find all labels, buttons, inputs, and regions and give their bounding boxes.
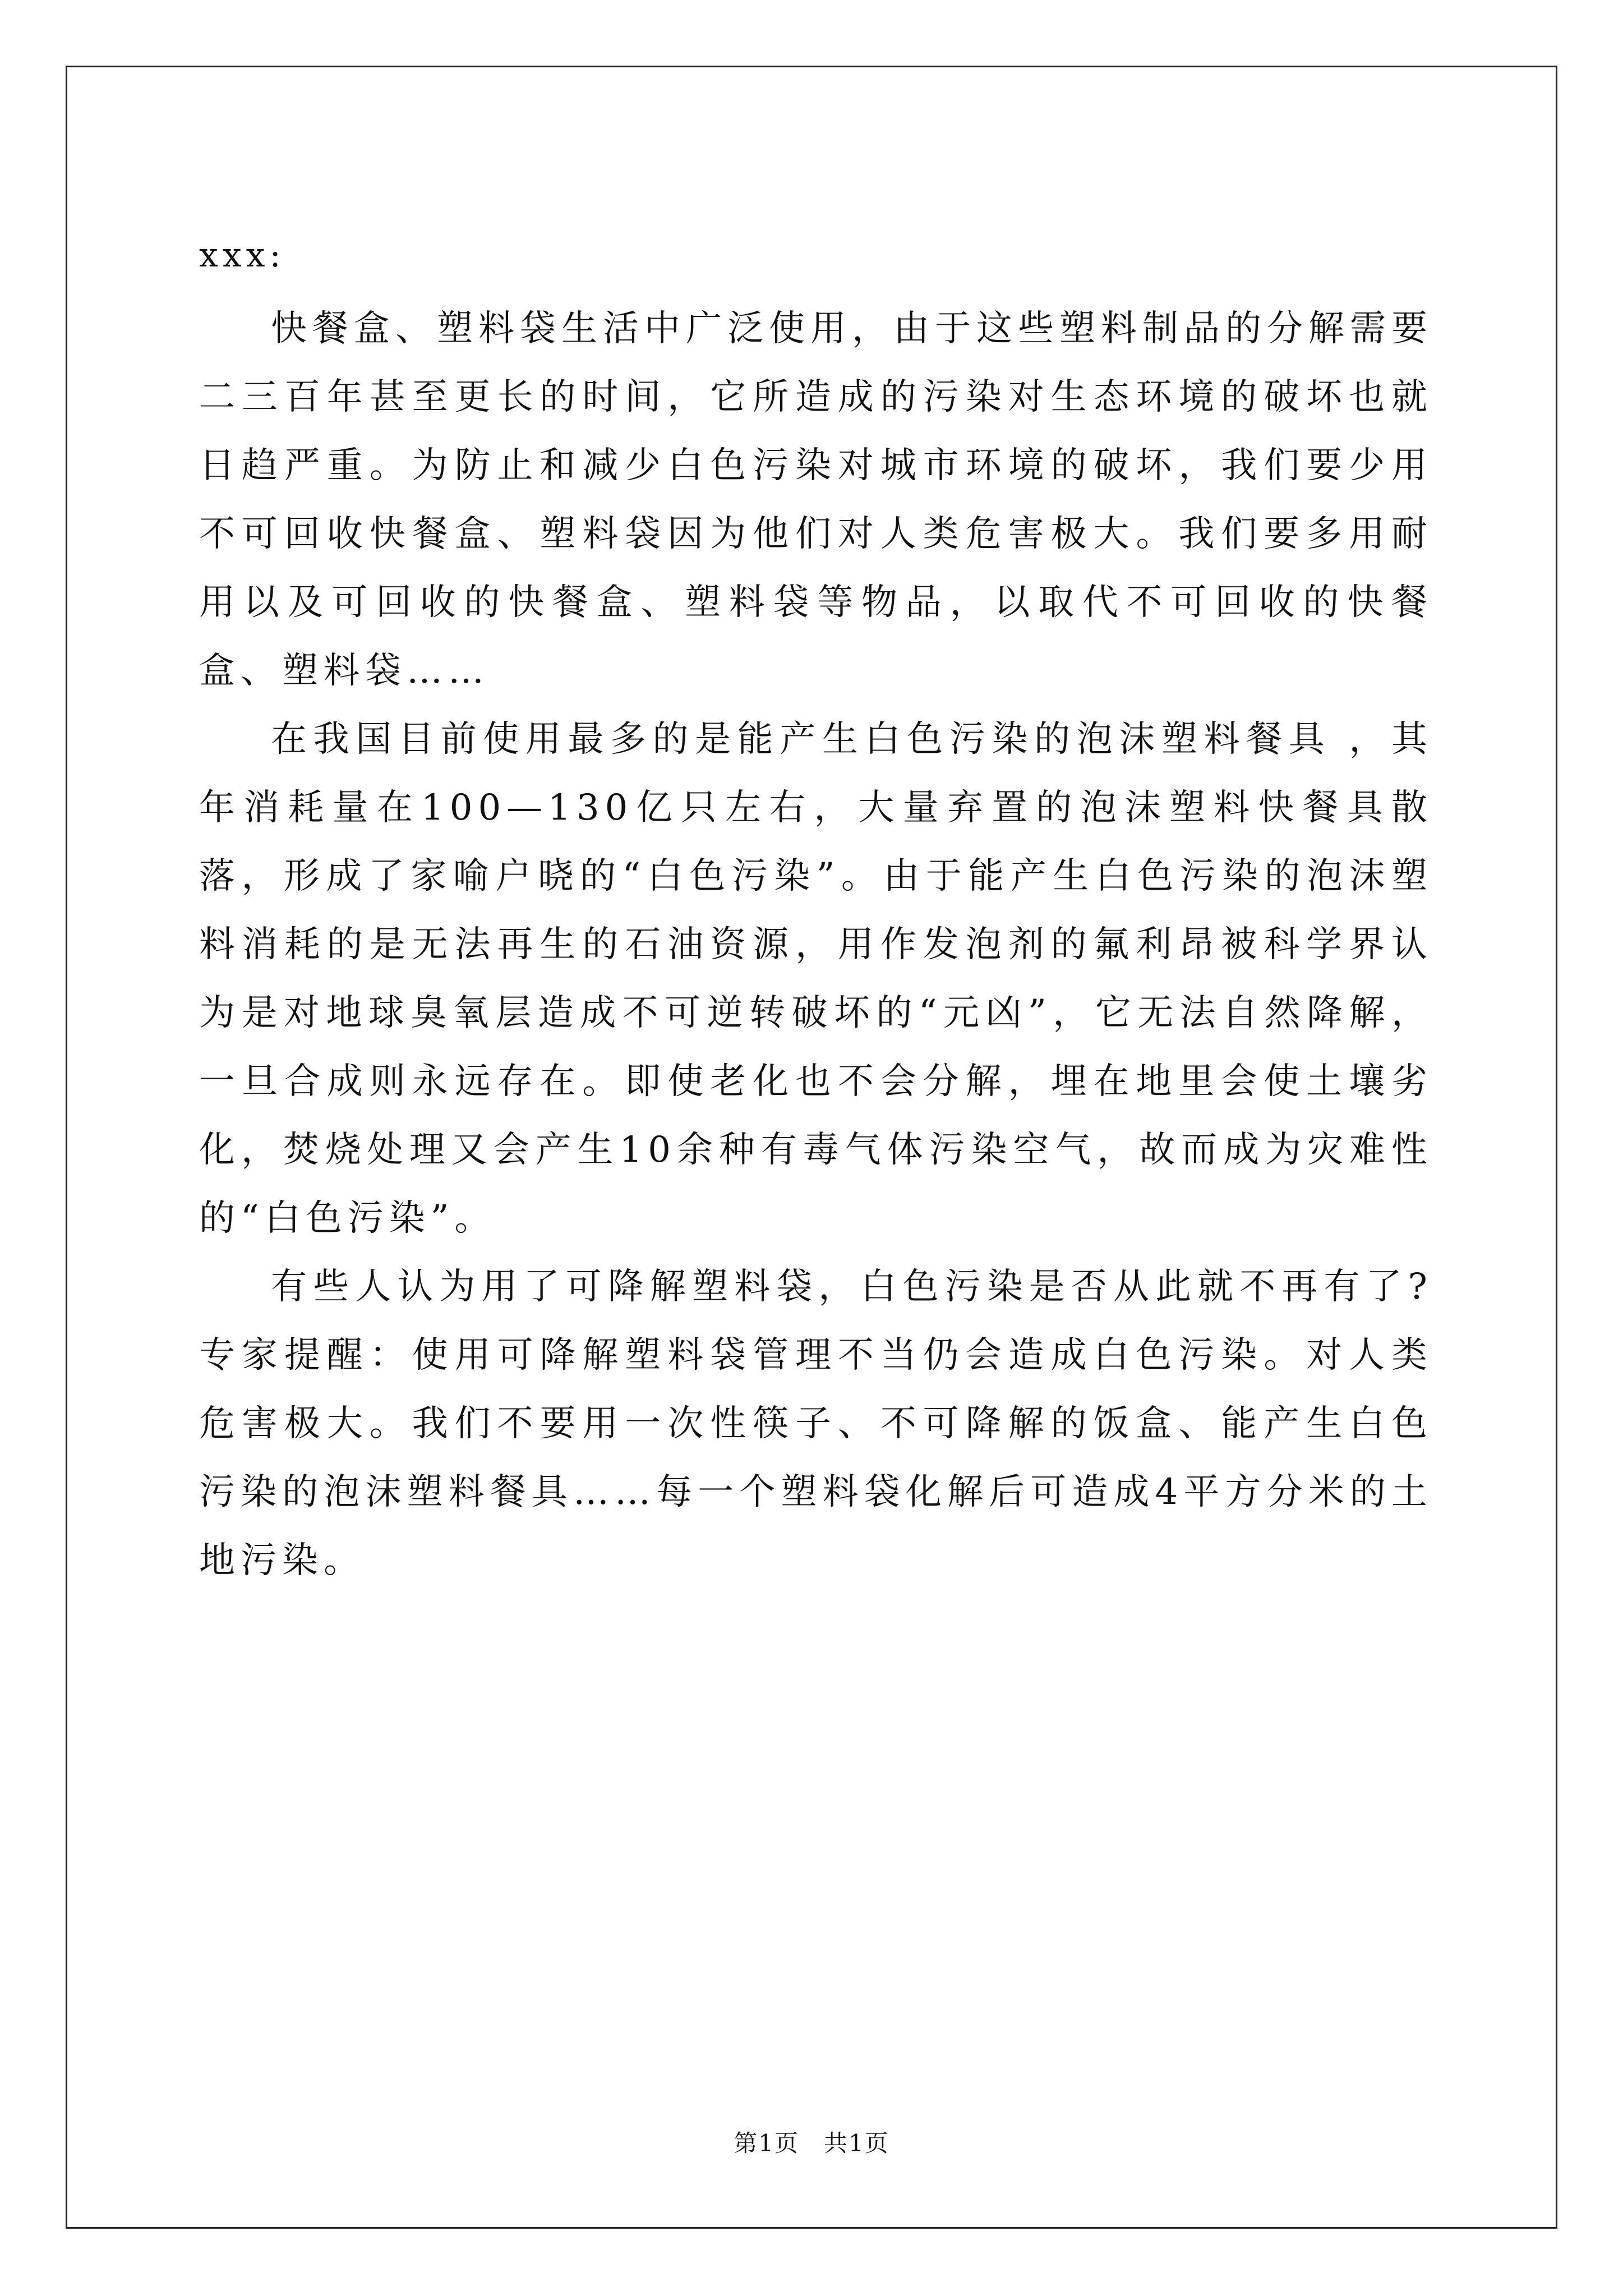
paragraph-2: 在我国目前使用最多的是能产生白色污染的泡沫塑料餐具 ，其年消耗量在100—130亿只左右，大量弃置的泡沫塑料快餐具散落，形成了家喻户晓的“白色污染”。由于能产生白色污染的泡沫塑料消耗的是无法再生的石油资源，用作发泡剂的氟利昂被科学界认为是对地球臭氧层造成不可逆转破坏的“元凶”，它无法自然降解，一旦合成则永远存在。即使老化也不会分解，埋在地里会使土壤劣化，焚烧处理又会产生10余种有毒气体污染空气，故而成为灾难性的“白色污染”。 (199, 719, 1433, 1239)
paragraph-1: 快餐盒、塑料袋生活中广泛使用，由于这些塑料制品的分解需要二三百年甚至更长的时间，它所造成的污染对生态环境的破坏也就日趋严重。为防止和减少白色污染对城市环境的破坏，我们要少用不可回收快餐盒、塑料袋因为他们对人类危害极大。我们要多用耐用以及可回收的快餐盒、塑料袋等物品，以取代不可回收的快餐盒、塑料袋…… (199, 308, 1433, 692)
paragraph-3: 有些人认为用了可降解塑料袋，白色污染是否从此就不再有了?专家提醒：使用可降解塑料袋管理不当仍会造成白色污染。对人类危害极大。我们不要用一次性筷子、不可降解的饭盒、能产生白色污染的泡沫塑料餐具……每一个塑料袋化解后可造成4平方分米的土地污染。 (199, 1266, 1433, 1581)
document-body (199, 222, 1433, 1595)
salutation: xxx: (199, 236, 285, 275)
page-footer: 第1页 共1页 (734, 2129, 889, 2157)
